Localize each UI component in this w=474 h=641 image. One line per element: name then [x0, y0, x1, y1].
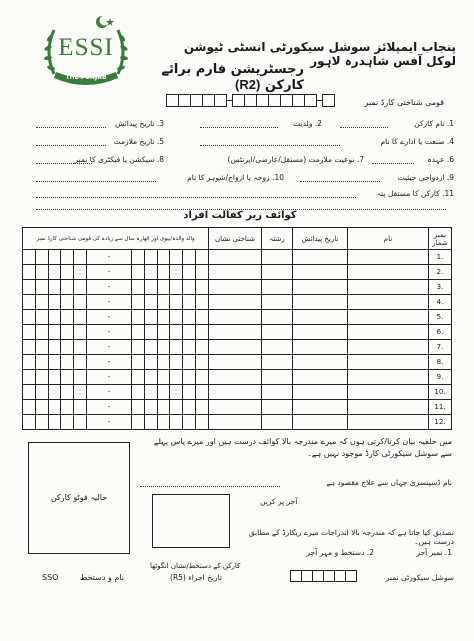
employer-signature-label: 2. دستخط و مہر آجر	[306, 548, 374, 557]
issue-date-label: تاریخ اجراء (R5)	[170, 573, 223, 582]
logo-letters: ESSI	[58, 34, 114, 61]
col-dob-header: تاریخ پیدائش	[293, 228, 348, 250]
photo-box-label: حالیہ فوٹو کارکن	[50, 493, 108, 502]
industry-field[interactable]	[200, 145, 340, 146]
parentage-field[interactable]	[200, 127, 278, 128]
row-serial: 2.	[429, 265, 452, 280]
worker-name-field[interactable]	[340, 127, 388, 128]
section-label: 8. سیکشن یا فیکٹری کا نمبر	[74, 155, 164, 164]
table-row: - 6.	[23, 325, 452, 340]
table-row: - 1.	[23, 250, 452, 265]
dependents-table	[22, 227, 452, 430]
col-cnic-header: والد والدہ/بیوی اور اٹھارہ سال سے زیادہ کی قومی شناختی کارڈ نمبر	[23, 228, 209, 250]
table-row: - 8.	[23, 355, 452, 370]
designation-label: 6. عہدہ	[427, 155, 454, 164]
name-sign-label: نام و دستخط	[80, 573, 125, 582]
dependents-title: کوائف زیر کفالت افراد	[183, 210, 297, 221]
dispensary-field[interactable]	[140, 486, 280, 487]
sso-label: SSO	[42, 573, 59, 582]
employment-date-label: 5. تاریخ ملازمت	[113, 137, 164, 146]
employment-nature-label: 7. نوعیت ملازمت (مستقل/عارضی/اپرنٹس)	[227, 155, 364, 164]
employer-number-label: 1. نمبر آجر	[416, 548, 452, 557]
dispensary-label: نام ڈسپنسری جہاں سے علاج مقصود ہے	[326, 478, 452, 487]
col-identity-header: شناختی نشان	[209, 228, 262, 250]
table-row: - 9.	[23, 370, 452, 385]
ss-number-boxes[interactable]	[290, 570, 357, 582]
cnic-input-boxes[interactable]	[166, 94, 356, 107]
row-serial: 3.	[429, 280, 452, 295]
photo-box[interactable]	[28, 442, 130, 554]
worker-name-label: 1. نام کارکن	[414, 119, 454, 128]
row-serial: 5.	[429, 310, 452, 325]
address-field-1[interactable]	[36, 197, 356, 198]
section-field[interactable]	[36, 163, 92, 164]
form-code: (R2)	[234, 77, 261, 92]
row-serial: 11.	[429, 400, 452, 415]
dob-field[interactable]	[36, 127, 106, 128]
col-name-header: نام	[348, 228, 429, 250]
table-row: - 5.	[23, 310, 452, 325]
form-title-text: رجسٹریشن فارم برائے کارکن	[161, 62, 304, 93]
address-label: 11. کارکن کا مستقل پتہ	[376, 189, 454, 198]
table-row: - 3.	[23, 280, 452, 295]
row-serial: 12.	[429, 415, 452, 430]
row-serial: 4.	[429, 295, 452, 310]
marital-status-label: 9. ازدواجی حیثیت	[397, 173, 454, 182]
dob-label: 3. تاریخ پیدائش	[115, 119, 164, 128]
designation-field[interactable]	[372, 163, 414, 164]
logo-banner-text: THE PUNJAB	[65, 74, 107, 81]
row-serial: 9.	[429, 370, 452, 385]
col-serial-header: نمبر شمار	[429, 228, 452, 250]
row-serial: 7.	[429, 340, 452, 355]
table-row: - 7.	[23, 340, 452, 355]
cnic-label: قومی شناختی کارڈ نمبر	[364, 98, 444, 107]
table-row: - 4.	[23, 295, 452, 310]
ss-number-label: سوشل سیکورٹی نمبر	[385, 573, 454, 582]
spouse-name-label: 10. زوجہ یا ازواج/شوہر کا نام	[187, 173, 284, 182]
office-title: پنجاب ایمپلائز سوشل سیکورٹی انسٹی ٹیوشن لوکل آفس شاہدرہ لاہور	[183, 40, 456, 68]
verification-text: تصدیق کیا جاتا ہے کہ مندرجہ بالا اندراجات میرے ریکارڈ کے مطابق درست ہیں۔	[248, 528, 454, 546]
employment-date-field[interactable]	[36, 145, 106, 146]
form-title	[144, 62, 304, 93]
industry-label: 4. صنعت یا ادارے کا نام	[380, 137, 454, 146]
table-row: - 10.	[23, 385, 452, 400]
thumb-impression-box[interactable]	[152, 494, 230, 548]
table-row: - 12.	[23, 415, 452, 430]
row-serial: 6.	[429, 325, 452, 340]
spouse-name-field[interactable]	[36, 181, 156, 182]
marital-status-field[interactable]	[300, 181, 380, 182]
row-serial: 10.	[429, 385, 452, 400]
row-serial: 1.	[429, 250, 452, 265]
declaration-text: میں حلفیہ بیان کرتا/کرتی ہوں کہ میرے مندرجہ بالا کوائف درست ہیں اور میرے پاس پہلے سے سوشل سیکورٹی کارڈ موجود نہیں ہے۔	[153, 437, 452, 458]
thumb-label: کارکن کے دستخط/نشان انگوٹھا	[150, 562, 241, 570]
row-serial: 8.	[429, 355, 452, 370]
employer-sign-label: آجر پر کریں	[260, 497, 298, 506]
col-relation-header: رشتہ	[262, 228, 293, 250]
table-row: - 2.	[23, 265, 452, 280]
essi-logo	[40, 12, 132, 92]
parentage-label: 2. ولدیت	[293, 119, 322, 128]
table-row: - 11.	[23, 400, 452, 415]
dependents-header-row	[23, 228, 452, 250]
